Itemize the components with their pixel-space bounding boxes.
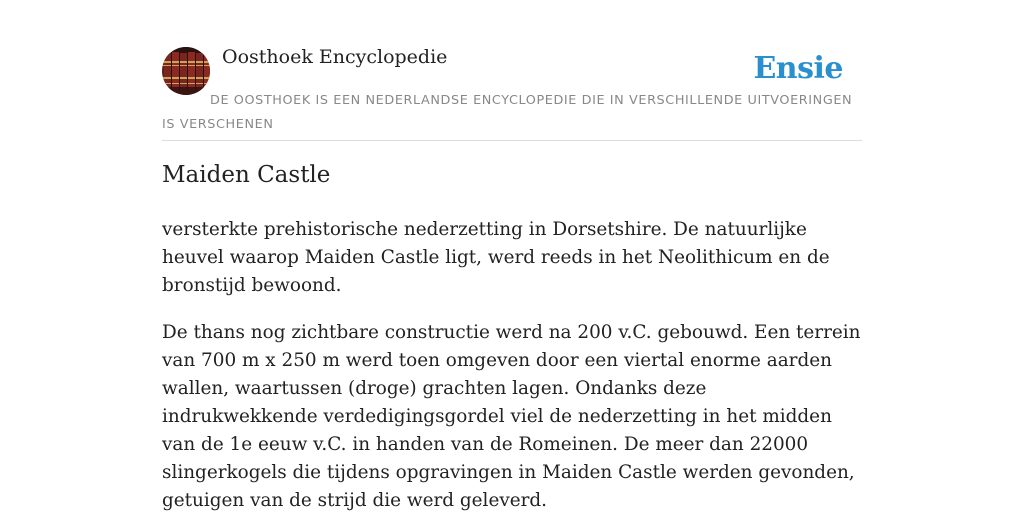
source-title[interactable]: Oosthoek Encyclopedie: [222, 46, 448, 68]
article-paragraph: De thans nog zichtbare constructie werd na 200 v.C. gebouwd. Een terrein van 700 m x 250 m werd toen omgeven door een viertal enorme aarden wallen, waartussen (droge) grachten lagen. Ondanks deze indrukwekkende verdedigingsgordel viel de nederzetting in het midden van de 1e eeuw v.C. in handen van de Romeinen. De meer dan 22000 slingerkogels die tijdens opgravingen in Maiden Castle werden gevonden, getuigen van de strijd die werd geleverd.: [162, 322, 861, 511]
source-description-text: DE OOSTHOEK IS EEN NEDERLANDSE ENCYCLOPEDIE DIE IN VERSCHILLENDE UITVOERINGEN IS VERSCHENEN: [162, 93, 853, 132]
header: [162, 0, 862, 141]
article-paragraph: versterkte prehistorische nederzetting in Dorsetshire. De natuurlijke heuvel waarop Maiden Castle ligt, werd reeds in het Neolithicum en de bronstijd bewoond.: [162, 219, 830, 296]
article-body: [162, 216, 866, 512]
source-description: [162, 89, 862, 137]
source-avatar[interactable]: [162, 47, 210, 95]
brand-logo[interactable]: Ensie: [753, 51, 843, 86]
encyclopedia-books-icon: [162, 47, 210, 95]
page-container: [162, 0, 862, 511]
page-title: Maiden Castle: [162, 162, 331, 188]
